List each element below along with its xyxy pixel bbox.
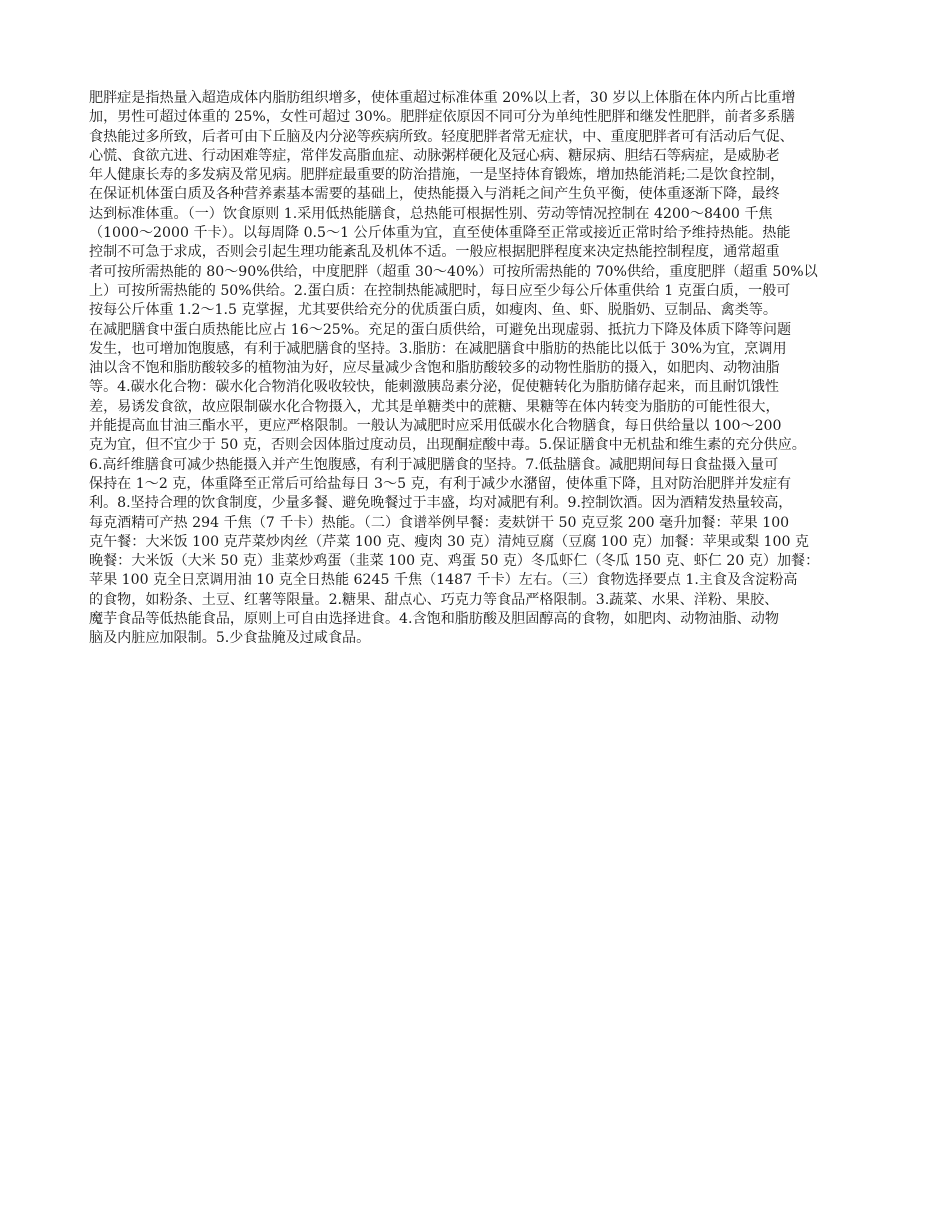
text-line: 者可按所需热能的 80～90%供给，中度肥胖（超重 30～40%）可按所需热能的 70%供给，重度肥胖（超重 50%以 <box>89 263 818 280</box>
text-line: 差，易诱发食欲，故应限制碳水化合物摄入，尤其是单糖类中的蔗糖、果糖等在体内转变为脂肪的可能性很大， <box>89 398 780 415</box>
text-line: 脑及内脏应加限制。5.少食盐腌及过咸食品。 <box>89 630 371 647</box>
text-line: （1000～2000 千卡）。以每周降 0.5～1 公斤体重为宜，直至使体重降至正常或接近正常时给予维持热能。热能 <box>89 225 791 242</box>
text-line: 油以含不饱和脂肪酸较多的植物油为好，应尽量减少含饱和脂肪酸较多的动物性脂肪的摄入，如肥肉、动物油脂 <box>89 360 780 377</box>
text-line: 在减肥膳食中蛋白质热能比应占 16～25%。充足的蛋白质供给，可避免出现虚弱、抵抗力下降及体质下降等问题 <box>89 321 792 338</box>
text-line: 上）可按所需热能的 50%供给。2.蛋白质：在控制热能减肥时，每日应至少每公斤体重供给 1 克蛋白质，一般可 <box>89 282 791 299</box>
text-line: 每克酒精可产热 294 千焦（7 千卡）热能。（二）食谱举例早餐：麦麸饼干 50 克豆浆 200 毫升加餐：苹果 100 <box>89 514 790 531</box>
text-line: 肥胖症是指热量入超造成体内脂肪组织增多，使体重超过标准体重 20%以上者，30 岁以上体脂在体内所占比重增 <box>89 90 796 106</box>
text-line: 利。8.坚持合理的饮食制度，少量多餐、避免晚餐过于丰盛，均对减肥有利。9.控制饮酒。因为酒精发热量较高， <box>89 495 793 512</box>
text-line: 在保证机体蛋白质及各种营养素基本需要的基础上，使热能摄入与消耗之间产生负平衡，使体重逐渐下降，最终 <box>89 186 780 203</box>
text-line: 等。4.碳水化合物：碳水化合物消化吸收较快，能刺激胰岛素分泌，促使糖转化为脂肪储存起来，而且耐饥饿性 <box>89 379 779 396</box>
text-line: 并能提高血甘油三酯水平，更应严格限制。一般认为减肥时应采用低碳水化合物膳食，每日供给量以 100～200 <box>89 418 782 435</box>
text-line: 控制不可急于求成，否则会引起生理功能紊乱及机体不适。一般应根据肥胖程度来决定热能控制程度，通常超重 <box>89 244 780 261</box>
text-line: 加，男性可超过体重的 25%，女性可超过 30%。肥胖症依原因不同可分为单纯性肥胖和继发性肥胖，前者多系膳 <box>89 109 795 126</box>
text-line: 克为宜，但不宜少于 50 克，否则会因体脂过度动员，出现酮症酸中毒。5.保证膳食中无机盐和维生素的充分供应。 <box>89 437 806 454</box>
text-line: 6.高纤维膳食可减少热能摄入并产生饱腹感，有利于减肥膳食的坚持。7.低盐膳食。减肥期间每日食盐摄入量可 <box>89 456 779 473</box>
article-body <box>89 89 889 649</box>
text-line: 年人健康长寿的多发病及常见病。肥胖症最重要的防治措施，一是坚持体育锻炼，增加热能消耗;二是饮食控制， <box>89 167 785 184</box>
text-line: 苹果 100 克全日烹调用油 10 克全日热能 6245 千焦（1487 千卡）左右。（三）食物选择要点 1.主食及含淀粉高 <box>89 572 798 589</box>
text-line: 魔芋食品等低热能食品，原则上可自由选择进食。4.含饱和脂肪酸及胆固醇高的食物，如肥肉、动物油脂、动物 <box>89 611 779 628</box>
text-line: 食热能过多所致，后者可由下丘脑及内分泌等疾病所致。轻度肥胖者常无症状，中、重度肥胖者可有活动后气促、 <box>89 128 794 145</box>
text-line: 克午餐：大米饭 100 克芹菜炒肉丝（芹菜 100 克、瘦肉 30 克）清炖豆腐（豆腐 100 克）加餐：苹果或梨 100 克 <box>89 533 809 550</box>
text-line: 晚餐：大米饭（大米 50 克）韭菜炒鸡蛋（韭菜 100 克、鸡蛋 50 克）冬瓜虾仁（冬瓜 150 克、虾仁 20 克）加餐： <box>89 553 820 570</box>
text-line: 心慌、食欲亢进、行动困难等症，常伴发高脂血症、动脉粥样硬化及冠心病、糖尿病、胆结石等病症，是威胁老 <box>89 147 780 164</box>
text-line: 的食物，如粉条、土豆、红薯等限量。2.糖果、甜点心、巧克力等食品严格限制。3.蔬菜、水果、洋粉、果胶、 <box>89 591 779 608</box>
text-line: 发生，也可增加饱腹感，有利于减肥膳食的坚持。3.脂肪：在减肥膳食中脂肪的热能比以低于 30%为宜，烹调用 <box>89 340 787 357</box>
text-line: 达到标准体重。（一）饮食原则 1.采用低热能膳食，总热能可根据性别、劳动等情况控制在 4200～8400 千焦 <box>89 205 773 222</box>
text-line: 保持在 1～2 克，体重降至正常后可给盐每日 3～5 克，有利于减少水潴留，使体重下降，且对防治肥胖并发症有 <box>89 475 792 492</box>
text-line: 按每公斤体重 1.2～1.5 克掌握，尤其要供给充分的优质蛋白质，如瘦肉、鱼、虾、脱脂奶、豆制品、禽类等。 <box>89 302 778 319</box>
